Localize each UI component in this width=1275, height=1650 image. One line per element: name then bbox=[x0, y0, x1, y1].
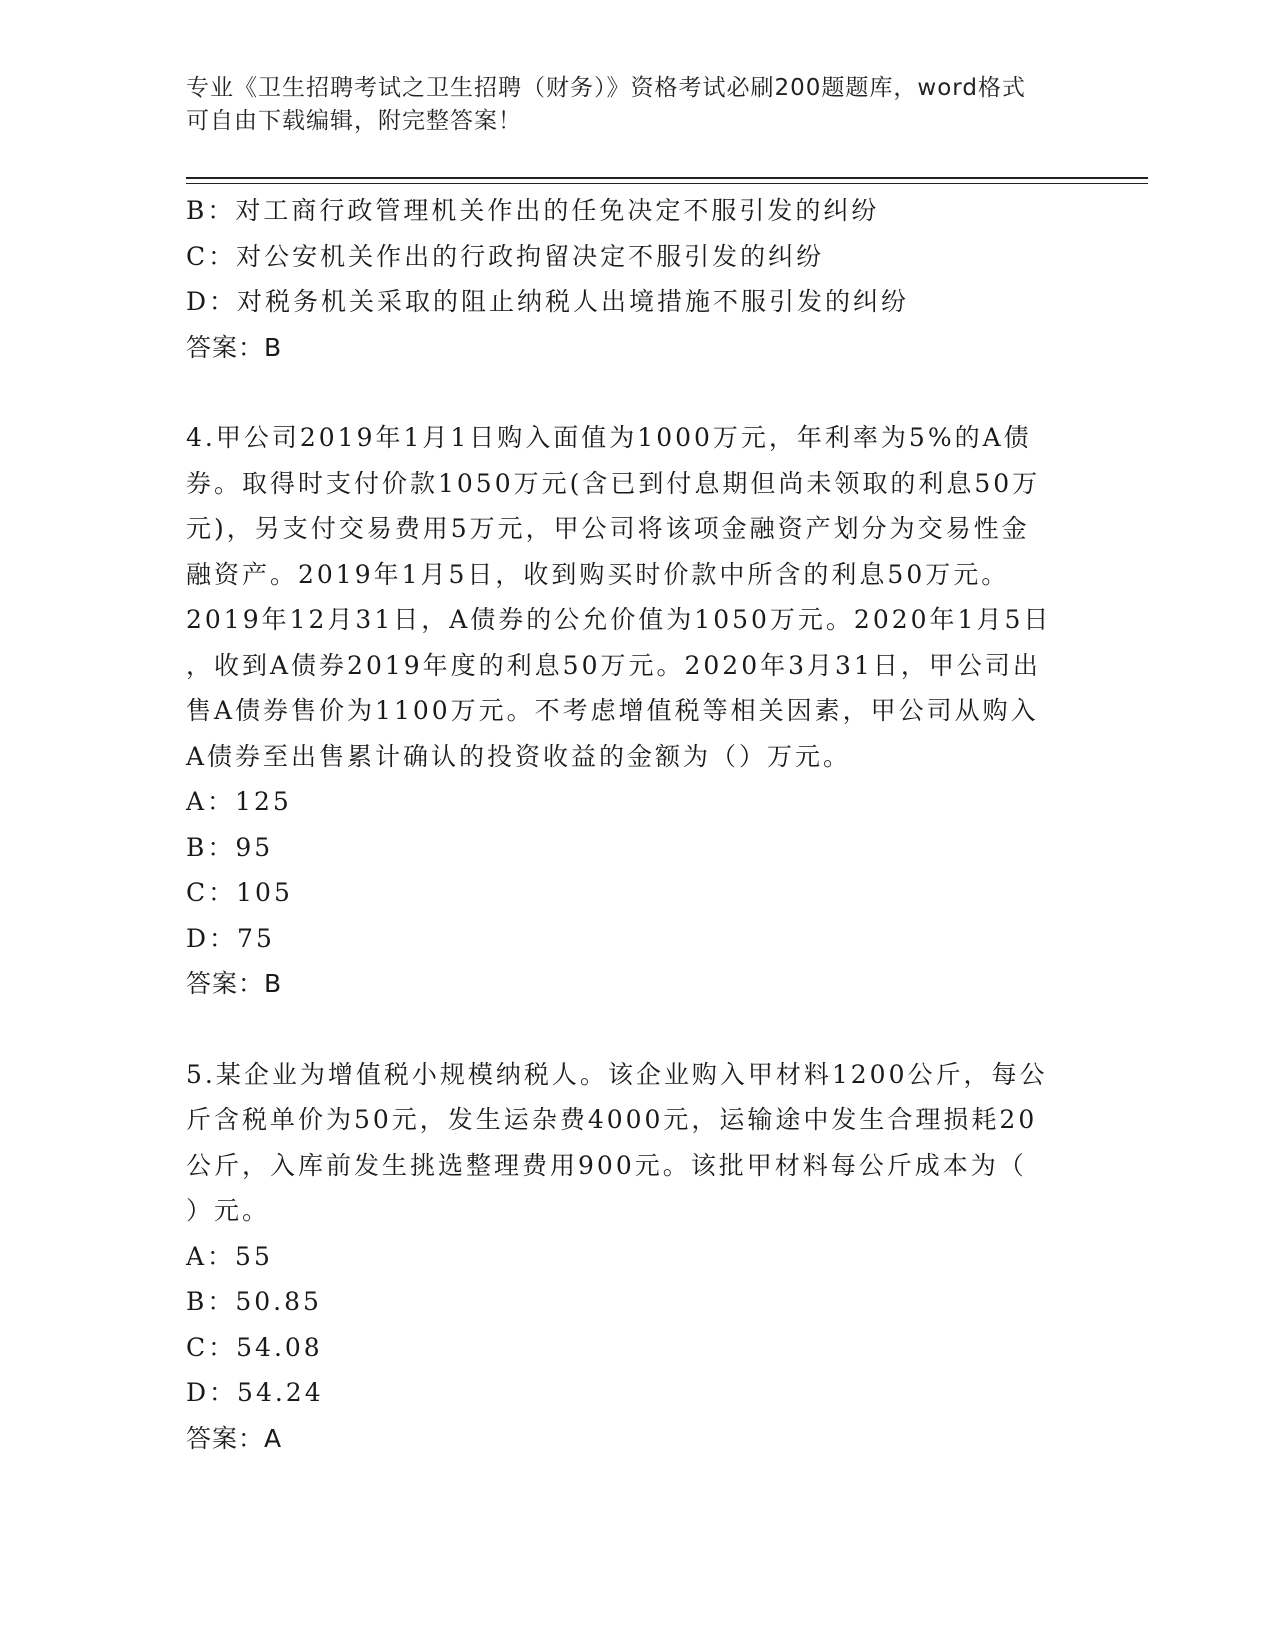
header-divider-thin bbox=[186, 183, 1148, 184]
answer-line: 答案：B bbox=[186, 969, 283, 998]
question-text-line: 公斤，入库前发生挑选整理费用900元。该批甲材料每公斤成本为（ bbox=[186, 1150, 1027, 1180]
option-d: D：对税务机关采取的阻止纳税人出境措施不服引发的纠纷 bbox=[186, 287, 910, 316]
question-text-line: ，收到A债券2019年度的利息50万元。2020年3月31日，甲公司出 bbox=[186, 650, 1041, 680]
answer-line: 答案：B bbox=[186, 332, 283, 362]
question-text-line: 元)，另支付交易费用5万元，甲公司将该项金融资产划分为交易性金 bbox=[186, 514, 1030, 543]
option-d: D：75 bbox=[186, 923, 275, 953]
option-b: B：对工商行政管理机关作出的任免决定不服引发的纠纷 bbox=[186, 196, 880, 225]
document-body bbox=[186, 188, 1086, 1461]
question-text-line: 券。取得时支付价款1050万元(含已到付息期但尚未领取的利息50万 bbox=[186, 468, 1041, 498]
option-c: C：54.08 bbox=[186, 1332, 323, 1362]
question-5 bbox=[186, 1052, 1086, 1462]
question-text-line: 斤含税单价为50元，发生运杂费4000元，运输途中发生合理损耗20 bbox=[186, 1105, 1038, 1134]
question-text-line: 2019年12月31日，A债券的公允价值为1050万元。2020年1月5日 bbox=[186, 605, 1052, 634]
document-header bbox=[186, 72, 1086, 138]
answer-line: 答案：A bbox=[186, 1423, 283, 1453]
option-c: C：对公安机关作出的行政拘留决定不服引发的纠纷 bbox=[186, 241, 825, 271]
option-a: A：55 bbox=[186, 1241, 273, 1271]
option-c: C：105 bbox=[186, 878, 293, 907]
question-text-line: 融资产。2019年1月5日，收到购买时价款中所含的利息50万元。 bbox=[186, 559, 1010, 589]
header-line-1: 专业《卫生招聘考试之卫生招聘（财务）》资格考试必刷200题题库，word格式 bbox=[186, 75, 1026, 101]
option-b: B：50.85 bbox=[186, 1287, 322, 1316]
question-text-line: 5.某企业为增值税小规模纳税人。该企业购入甲材料1200公斤，每公 bbox=[186, 1059, 1048, 1089]
question-4 bbox=[186, 415, 1086, 1007]
header-line-2: 可自由下载编辑，附完整答案！ bbox=[186, 108, 522, 134]
spacer bbox=[186, 370, 1086, 415]
question-text-line: 售A债券售价为1100万元。不考虑增值税等相关因素，甲公司从购入 bbox=[186, 696, 1039, 725]
spacer bbox=[186, 1007, 1086, 1052]
question-text-line: ）元。 bbox=[186, 1196, 271, 1225]
question-text-line: A债券至出售累计确认的投资收益的金额为（）万元。 bbox=[186, 741, 852, 771]
question-3-continued bbox=[186, 188, 1086, 370]
question-text-line: 4.甲公司2019年1月1日购入面值为1000万元，年利率为5%的A债 bbox=[186, 423, 1032, 452]
header-divider-thick bbox=[186, 177, 1148, 179]
option-b: B：95 bbox=[186, 832, 274, 862]
option-a: A：125 bbox=[186, 787, 292, 816]
option-d: D：54.24 bbox=[186, 1378, 324, 1407]
